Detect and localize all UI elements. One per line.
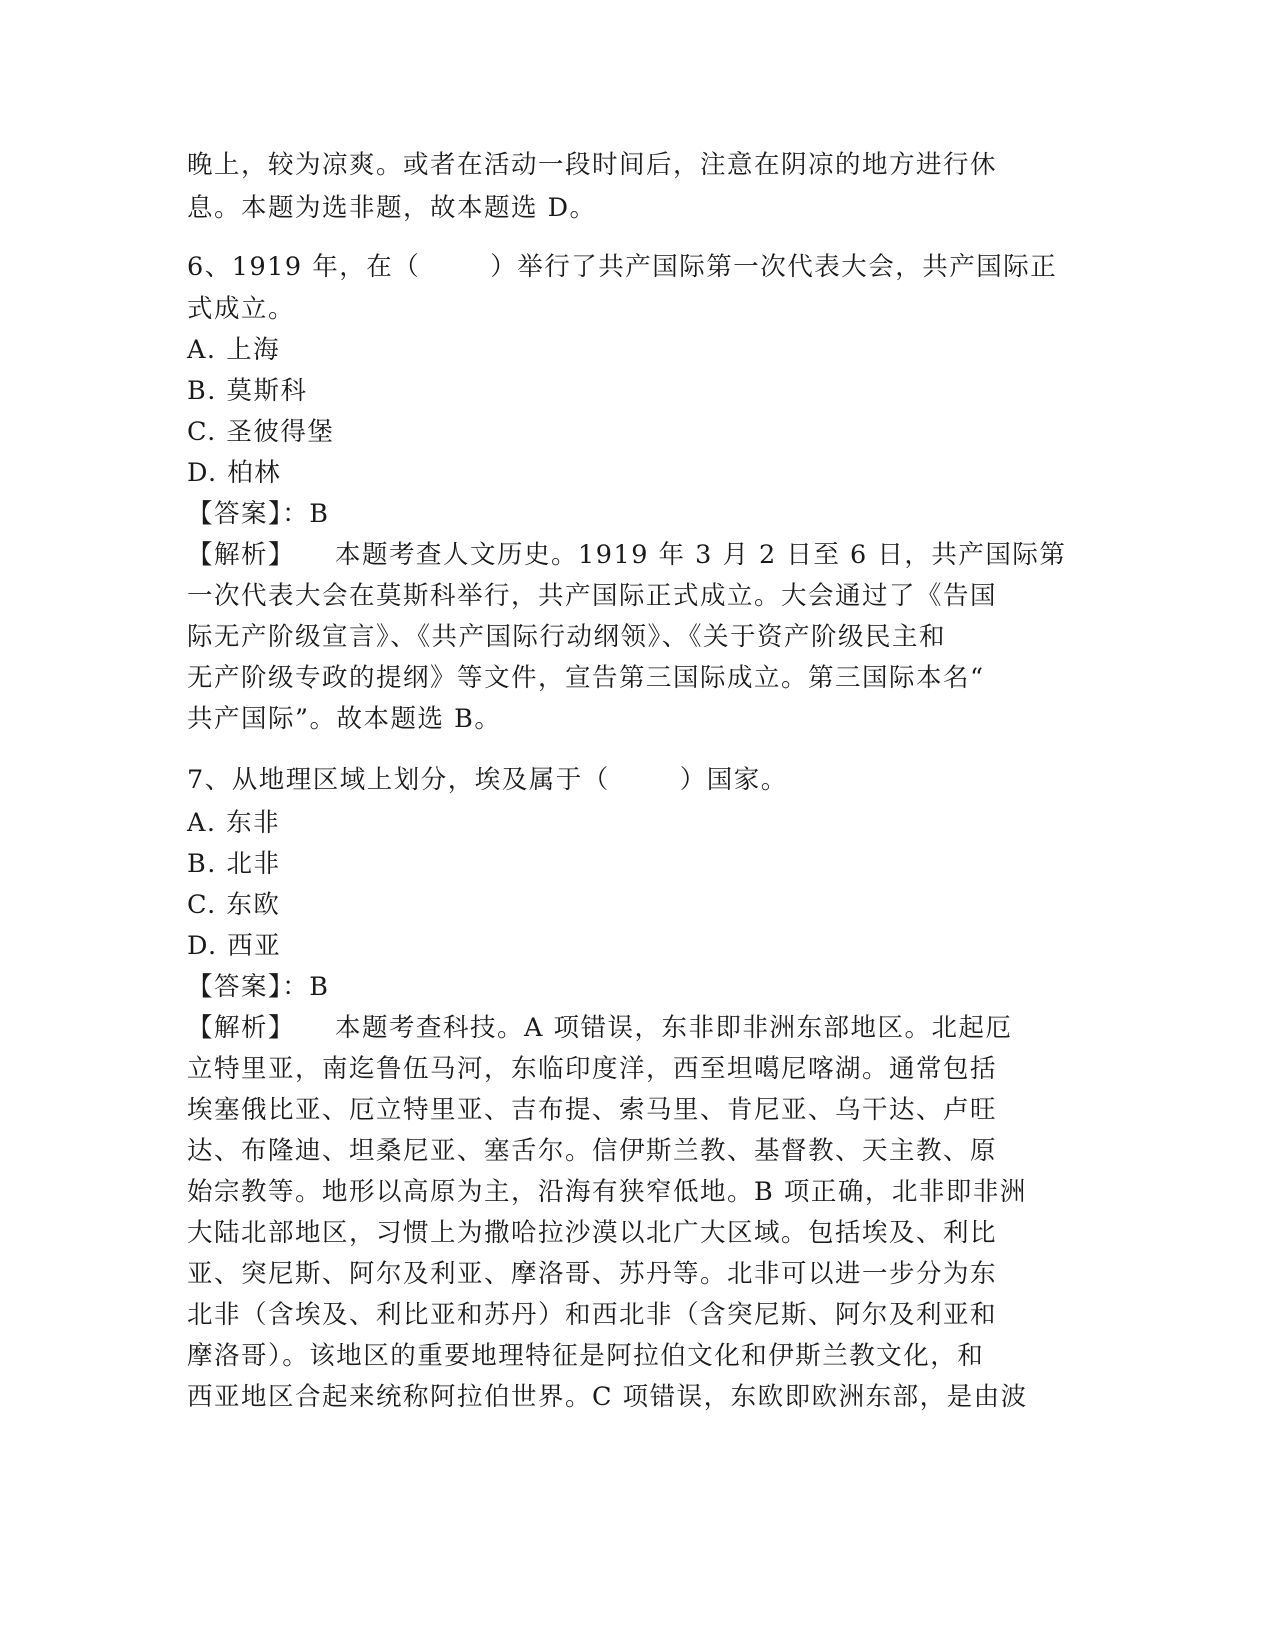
question-6-stem <box>187 250 1057 284</box>
question-6-option-a: A. 上海 <box>187 335 281 365</box>
explanation-text: 本题考查人文历史。1919 年 3 月 2 日至 6 日，共产国际第 <box>335 540 1067 570</box>
question-7-explanation-line: 北非（含埃及、利比亚和苏丹）和西北非（含突尼斯、阿尔及利亚和 <box>187 1300 998 1330</box>
question-6-explanation-line: 际无产阶级宣言》、《共产国际行动纲领》、《关于资产阶级民主和 <box>187 622 947 652</box>
question-7-option-a: A. 东非 <box>187 808 281 838</box>
question-6-explanation-line: 一次代表大会在莫斯科举行，共产国际正式成立。大会通过了《告国 <box>187 581 998 611</box>
question-6-stem-part-a: 6、1919 年，在（ <box>187 252 421 282</box>
answer-label: 【答案】 <box>187 972 283 1002</box>
explanation-label: 【解析】 <box>187 1013 296 1043</box>
answer-value: ：B <box>282 972 330 1002</box>
question-7-stem-part-b: ）国家。 <box>679 765 788 795</box>
question-7-explanation-line: 达、布隆迪、坦桑尼亚、塞舌尔。信伊斯兰教、基督教、天主教、原 <box>187 1136 998 1166</box>
answer-value: ：B <box>282 499 330 529</box>
question-7-explanation-line: 亚、突尼斯、阿尔及利亚、摩洛哥、苏丹等。北非可以进一步分为东 <box>187 1259 998 1289</box>
prev-explanation-line: 晚上，较为凉爽。或者在活动一段时间后，注意在阴凉的地方进行休 <box>187 150 998 180</box>
explanation-label: 【解析】 <box>187 540 296 570</box>
explanation-text: 本题考查科技。A 项错误，东非即非洲东部地区。北起厄 <box>335 1013 1013 1043</box>
question-6-option-d: D. 柏林 <box>187 458 282 488</box>
question-7-answer <box>187 970 330 1004</box>
question-7-explanation-line: 大陆北部地区，习惯上为撒哈拉沙漠以北广大区域。包括埃及、利比 <box>187 1218 998 1248</box>
question-7-option-b: B. 北非 <box>187 849 281 879</box>
question-7-stem <box>187 763 788 797</box>
question-7-option-c: C. 东欧 <box>187 890 281 920</box>
answer-label: 【答案】 <box>187 499 283 529</box>
question-7-explanation-line: 始宗教等。地形以高原为主，沿海有狭窄低地。B 项正确，北非即非洲 <box>187 1177 1027 1207</box>
question-6-stem-line2: 式成立。 <box>187 294 296 324</box>
question-6-option-b: B. 莫斯科 <box>187 376 308 406</box>
question-7-explanation-line: 立特里亚，南迄鲁伍马河，东临印度洋，西至坦噶尼喀湖。通常包括 <box>187 1054 998 1084</box>
prev-explanation-line: 息。本题为选非题，故本题选 D。 <box>187 193 597 223</box>
question-6-answer <box>187 497 330 531</box>
question-6-option-c: C. 圣彼得堡 <box>187 417 335 447</box>
question-7-explanation-line: 西亚地区合起来统称阿拉伯世界。C 项错误，东欧即欧洲东部，是由波 <box>187 1382 1028 1412</box>
question-6-explanation-line <box>187 538 1066 572</box>
question-6-explanation-line: 共产国际”。故本题选 B。 <box>187 704 502 734</box>
question-7-option-d: D. 西亚 <box>187 931 282 961</box>
question-7-explanation-line: 埃塞俄比亚、厄立特里亚、吉布提、索马里、肯尼亚、乌干达、卢旺 <box>187 1095 998 1125</box>
question-7-explanation-line: 摩洛哥）。该地区的重要地理特征是阿拉伯文化和伊斯兰教文化，和 <box>187 1341 985 1371</box>
question-6-stem-part-b: ）举行了共产国际第一次代表大会，共产国际正 <box>490 252 1058 282</box>
question-7-explanation-line <box>187 1011 1013 1045</box>
question-7-stem-part-a: 7、从地理区域上划分，埃及属于（ <box>187 765 610 795</box>
question-6-explanation-line: 无产阶级专政的提纲》等文件，宣告第三国际成立。第三国际本名“ <box>187 663 985 693</box>
